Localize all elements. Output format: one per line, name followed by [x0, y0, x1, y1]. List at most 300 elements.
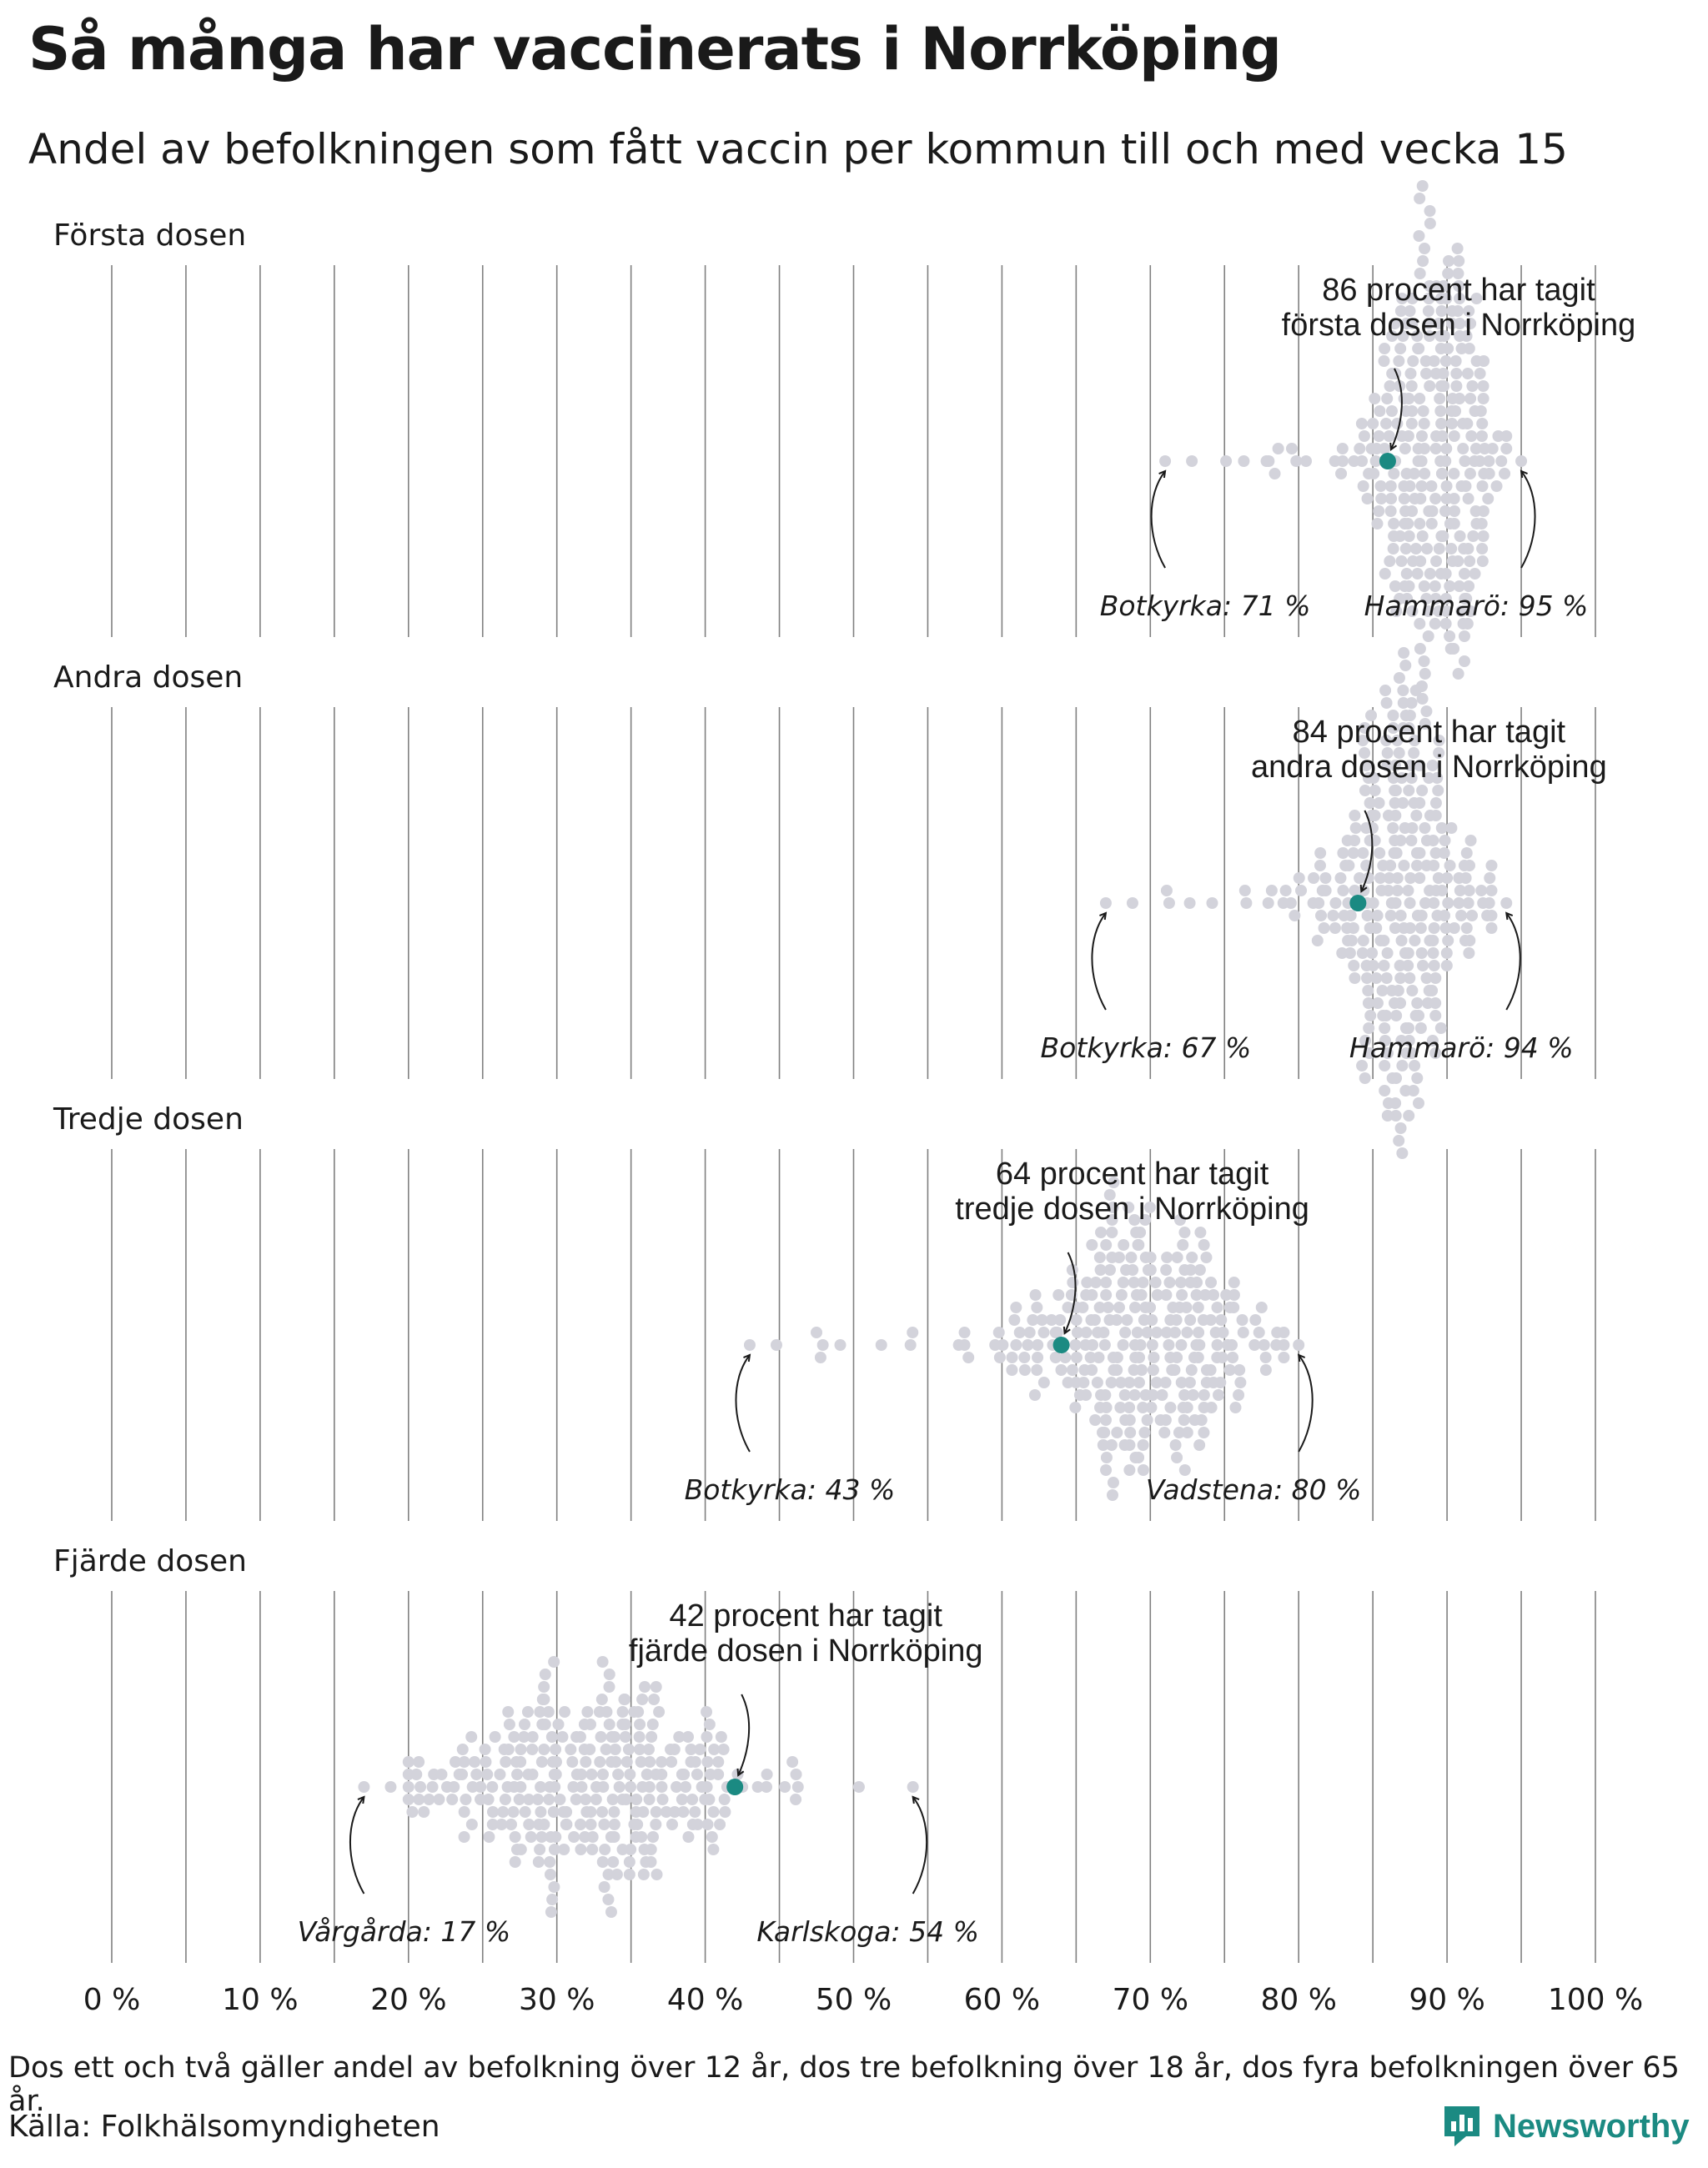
data-point — [691, 1769, 703, 1780]
data-point — [1094, 1252, 1106, 1263]
data-point — [1395, 1122, 1407, 1134]
data-point — [1419, 822, 1430, 834]
data-point — [497, 1806, 509, 1818]
data-point — [1349, 810, 1360, 821]
data-point — [1080, 1389, 1092, 1401]
data-point — [1220, 1289, 1232, 1301]
data-point — [1429, 960, 1440, 971]
data-point — [469, 1756, 480, 1768]
data-point — [527, 1769, 539, 1780]
data-point — [1327, 910, 1339, 921]
data-point — [1177, 1239, 1188, 1251]
data-point — [1406, 405, 1418, 417]
data-point — [1032, 1352, 1043, 1363]
data-point — [1161, 885, 1173, 896]
data-point — [1124, 1427, 1136, 1438]
data-point — [1339, 860, 1351, 871]
data-point — [619, 1694, 630, 1705]
data-point — [1008, 1314, 1020, 1326]
data-point — [1441, 480, 1453, 492]
x-tick-label: 60 % — [963, 1983, 1041, 2017]
data-point — [1163, 1277, 1175, 1288]
data-point — [1414, 393, 1425, 404]
data-point — [1358, 935, 1369, 946]
data-point — [643, 1744, 655, 1755]
data-point — [1410, 685, 1422, 696]
data-point — [907, 1327, 918, 1338]
data-point — [1308, 872, 1319, 884]
data-point — [1416, 947, 1428, 959]
data-point — [510, 1856, 521, 1868]
data-point — [1495, 455, 1507, 467]
data-point — [1374, 847, 1385, 859]
data-point — [686, 1794, 698, 1805]
data-point — [1078, 1364, 1090, 1376]
data-point — [581, 1706, 593, 1718]
data-point — [1377, 1010, 1389, 1021]
data-point — [1189, 1414, 1201, 1426]
data-point — [599, 1844, 610, 1855]
data-point — [1136, 1289, 1148, 1301]
data-point — [1463, 493, 1474, 504]
data-point — [1208, 1289, 1219, 1301]
data-point — [1022, 1339, 1033, 1351]
highlight-point — [1349, 895, 1366, 911]
data-point — [1168, 1364, 1180, 1376]
data-point — [1410, 810, 1422, 821]
data-point — [1100, 1289, 1112, 1301]
data-point — [579, 1831, 590, 1843]
data-point — [1453, 255, 1464, 267]
data-point — [1399, 443, 1411, 454]
data-point — [835, 1339, 846, 1351]
data-point — [1406, 697, 1418, 709]
data-point — [556, 1731, 568, 1743]
data-point — [457, 1744, 469, 1755]
data-point — [1148, 1352, 1159, 1363]
data-point — [597, 1856, 609, 1868]
data-point — [1227, 1352, 1238, 1363]
data-point — [1485, 885, 1497, 896]
data-point — [1411, 1072, 1423, 1084]
data-point — [628, 1819, 640, 1830]
data-point — [1442, 343, 1454, 354]
data-point — [761, 1781, 772, 1793]
data-point — [1119, 1327, 1131, 1338]
x-tick-label: 50 % — [815, 1983, 892, 2017]
data-point — [1175, 1339, 1187, 1351]
data-point — [1370, 922, 1382, 934]
data-point — [1266, 885, 1278, 896]
data-point — [1319, 872, 1331, 884]
data-point — [666, 1819, 678, 1830]
data-point — [1414, 797, 1425, 809]
data-point — [665, 1744, 676, 1755]
data-point — [533, 1819, 545, 1830]
data-point — [1359, 1072, 1371, 1084]
data-point — [1477, 555, 1489, 567]
data-point — [1123, 1464, 1135, 1476]
data-point — [1438, 368, 1449, 379]
data-point — [1464, 343, 1475, 354]
data-point — [718, 1744, 730, 1755]
data-point — [1372, 910, 1384, 921]
data-point — [550, 1769, 562, 1780]
data-point — [1429, 922, 1440, 934]
data-point — [1069, 1402, 1081, 1413]
data-point — [1050, 1352, 1062, 1363]
data-point — [1293, 1339, 1304, 1351]
data-point — [490, 1731, 501, 1743]
data-point — [1399, 660, 1411, 671]
data-point — [475, 1794, 486, 1805]
panel-label: Tredje dosen — [53, 1102, 244, 1137]
data-point — [1481, 910, 1493, 921]
data-point — [1382, 947, 1394, 959]
data-point — [1429, 355, 1440, 367]
data-point — [1484, 872, 1495, 884]
data-point — [1240, 897, 1252, 909]
data-point — [1145, 1402, 1157, 1413]
data-point — [641, 1769, 653, 1780]
data-point — [1459, 935, 1471, 946]
data-point — [1089, 1414, 1101, 1426]
data-point — [701, 1756, 713, 1768]
data-point — [487, 1806, 499, 1818]
data-point — [625, 1781, 636, 1793]
data-point — [481, 1769, 493, 1780]
data-point — [1080, 1339, 1092, 1351]
data-point — [499, 1744, 510, 1755]
data-point — [1470, 505, 1482, 517]
data-point — [1108, 1477, 1119, 1488]
data-point — [403, 1769, 414, 1780]
data-point — [543, 1794, 555, 1805]
data-point — [525, 1831, 537, 1843]
data-point — [1390, 897, 1402, 909]
data-point — [1220, 455, 1232, 467]
x-tick-label: 20 % — [370, 1983, 447, 2017]
data-point — [1193, 1439, 1205, 1451]
data-point — [1416, 480, 1428, 492]
data-point — [1368, 468, 1379, 479]
data-point — [1366, 947, 1378, 959]
data-point — [1419, 418, 1430, 429]
data-point — [1100, 1414, 1112, 1426]
data-point — [1113, 1302, 1125, 1313]
data-point — [1364, 1010, 1376, 1021]
data-point — [1118, 1239, 1129, 1251]
data-point — [719, 1806, 731, 1818]
data-point — [1238, 1327, 1249, 1338]
data-point — [548, 1656, 560, 1668]
max-arrow — [913, 1797, 927, 1894]
data-point — [1077, 1302, 1088, 1313]
max-label: Hammarö: 95 % — [1364, 590, 1589, 622]
data-point — [1424, 205, 1436, 217]
data-point — [1441, 947, 1453, 959]
annotation-text: 42 procent har tagit — [669, 1598, 942, 1634]
data-point — [634, 1731, 646, 1743]
data-point — [460, 1794, 471, 1805]
data-point — [1434, 455, 1446, 467]
data-point — [560, 1819, 572, 1830]
data-point — [549, 1781, 560, 1793]
panels — [53, 180, 1635, 1948]
data-point — [590, 1781, 602, 1793]
data-point — [1400, 543, 1412, 555]
data-point — [1354, 443, 1365, 454]
data-point — [620, 1719, 631, 1730]
data-point — [1384, 430, 1395, 442]
data-point — [1029, 1389, 1041, 1401]
data-point — [1027, 1314, 1038, 1326]
data-point — [1234, 1377, 1246, 1388]
data-point — [1260, 1364, 1272, 1376]
data-point — [1261, 455, 1273, 467]
data-point — [1095, 1264, 1107, 1276]
data-point — [1184, 897, 1196, 909]
data-point — [1249, 1314, 1261, 1326]
data-point — [1469, 568, 1481, 580]
data-point — [1107, 1489, 1118, 1501]
data-point — [1256, 1302, 1268, 1313]
data-point — [1445, 643, 1457, 655]
data-point — [657, 1794, 669, 1805]
data-point — [1155, 1414, 1167, 1426]
data-point — [1436, 468, 1448, 479]
data-point — [714, 1819, 726, 1830]
data-point — [1067, 1364, 1078, 1376]
data-point — [1182, 1427, 1193, 1438]
data-point — [1081, 1277, 1093, 1288]
data-point — [620, 1794, 632, 1805]
data-point — [520, 1806, 531, 1818]
data-point — [1430, 797, 1442, 809]
data-point — [1375, 493, 1387, 504]
data-point — [635, 1831, 647, 1843]
data-point — [1147, 1339, 1158, 1351]
data-point — [1476, 543, 1488, 555]
data-point — [650, 1819, 661, 1830]
data-point — [1164, 1402, 1176, 1413]
data-point — [1424, 380, 1435, 392]
panel — [53, 180, 1635, 730]
data-point — [617, 1706, 629, 1718]
data-point — [545, 1869, 556, 1880]
data-point — [535, 1781, 546, 1793]
data-point — [1390, 1010, 1402, 1021]
data-point — [1212, 1339, 1223, 1351]
data-point — [1133, 1352, 1145, 1363]
data-point — [546, 1894, 558, 1905]
data-point — [1375, 935, 1387, 946]
data-point — [1399, 947, 1411, 959]
data-point — [1432, 785, 1444, 796]
data-point — [1412, 568, 1424, 580]
data-point — [466, 1819, 478, 1830]
data-point — [536, 1756, 548, 1768]
data-point — [1314, 847, 1326, 859]
data-point — [647, 1719, 659, 1730]
data-point — [1137, 1277, 1148, 1288]
data-point — [779, 1781, 791, 1793]
data-point — [680, 1781, 691, 1793]
x-tick-label: 30 % — [518, 1983, 595, 2017]
data-point — [1469, 455, 1480, 467]
data-point — [1465, 430, 1477, 442]
data-point — [630, 1794, 642, 1805]
data-point — [1080, 1289, 1092, 1301]
data-point — [1198, 1427, 1209, 1438]
data-point — [1385, 910, 1397, 921]
data-point — [604, 1669, 615, 1680]
data-point — [701, 1819, 713, 1830]
data-point — [1205, 1314, 1217, 1326]
data-point — [1341, 922, 1353, 934]
data-point — [571, 1769, 583, 1780]
data-point — [1228, 1277, 1240, 1288]
data-point — [1312, 935, 1324, 946]
min-arrow — [1092, 913, 1106, 1010]
data-point — [989, 1339, 1001, 1351]
data-point — [510, 1756, 522, 1768]
data-point — [1413, 1010, 1424, 1021]
data-point — [656, 1781, 667, 1793]
data-point — [1386, 405, 1398, 417]
data-point — [495, 1819, 507, 1830]
data-point — [538, 1681, 550, 1693]
data-point — [1388, 518, 1399, 529]
data-point — [1038, 1377, 1050, 1388]
data-point — [1370, 972, 1382, 984]
data-point — [1384, 380, 1396, 392]
data-point — [1406, 505, 1418, 517]
data-point — [1006, 1364, 1017, 1376]
data-point — [1098, 1439, 1109, 1451]
data-point — [653, 1706, 665, 1718]
data-point — [418, 1806, 430, 1818]
data-point — [612, 1769, 624, 1780]
data-point — [403, 1794, 414, 1805]
data-point — [1362, 910, 1374, 921]
data-point — [1369, 393, 1380, 404]
data-point — [1120, 1264, 1132, 1276]
data-point — [590, 1794, 602, 1805]
data-point — [1103, 1314, 1115, 1326]
data-point — [1314, 860, 1326, 871]
data-point — [1448, 468, 1459, 479]
annotation-text: 86 procent har tagit — [1322, 273, 1595, 308]
data-point — [1398, 647, 1409, 659]
data-point — [678, 1769, 690, 1780]
data-point — [712, 1769, 724, 1780]
data-point — [1349, 885, 1360, 896]
data-point — [1449, 430, 1460, 442]
data-point — [632, 1706, 644, 1718]
max-arrow — [1299, 1355, 1313, 1452]
data-point — [1414, 518, 1425, 529]
data-point — [1092, 1377, 1103, 1388]
data-point — [1434, 405, 1446, 417]
data-point — [1406, 822, 1418, 834]
data-point — [1095, 1389, 1107, 1401]
data-point — [550, 1831, 561, 1843]
data-point — [1138, 1439, 1149, 1451]
data-point — [1465, 835, 1477, 846]
x-tick-label: 100 % — [1547, 1983, 1644, 2017]
source-note: Källa: Folkhälsomyndigheten — [8, 2110, 440, 2144]
data-point — [1181, 1302, 1193, 1313]
data-point — [1099, 1339, 1111, 1351]
data-point — [1406, 985, 1418, 996]
data-point — [1206, 897, 1218, 909]
data-point — [1474, 368, 1486, 379]
data-point — [623, 1744, 635, 1755]
data-point — [403, 1781, 414, 1793]
brand-logo[interactable] — [1441, 2103, 1690, 2150]
data-point — [1038, 1327, 1050, 1338]
max-label: Karlskoga: 54 % — [756, 1915, 979, 1948]
data-point — [598, 1819, 610, 1830]
data-point — [1129, 1339, 1141, 1351]
data-point — [636, 1694, 648, 1705]
data-point — [701, 1731, 712, 1743]
data-point — [1372, 997, 1384, 1009]
data-point — [1430, 810, 1442, 821]
data-point — [554, 1794, 565, 1805]
data-point — [712, 1756, 724, 1768]
data-point — [1367, 822, 1379, 834]
data-point — [1191, 1289, 1203, 1301]
data-point — [1215, 1314, 1227, 1326]
data-point — [1389, 835, 1400, 846]
data-point — [1485, 860, 1497, 871]
data-point — [1193, 1302, 1204, 1313]
data-point — [1461, 922, 1473, 934]
data-point — [1381, 972, 1393, 984]
data-point — [1411, 997, 1423, 1009]
data-point — [1441, 960, 1453, 971]
data-point — [535, 1831, 547, 1843]
data-point — [639, 1844, 651, 1855]
data-point — [1485, 922, 1497, 934]
data-point — [1414, 872, 1425, 884]
data-point — [1424, 568, 1436, 580]
data-point — [1198, 1239, 1210, 1251]
data-point — [1396, 1147, 1408, 1159]
data-point — [1484, 468, 1495, 479]
data-point — [406, 1806, 418, 1818]
data-point — [1185, 1277, 1197, 1288]
data-point — [1414, 193, 1425, 204]
data-point — [1389, 847, 1400, 859]
panel-label: Fjärde dosen — [53, 1544, 247, 1578]
data-point — [1417, 960, 1429, 971]
data-point — [1457, 443, 1469, 454]
data-point — [570, 1731, 582, 1743]
data-point — [570, 1794, 582, 1805]
data-point — [661, 1806, 672, 1818]
data-point — [1147, 1389, 1158, 1401]
data-point — [1151, 1377, 1163, 1388]
data-point — [644, 1756, 656, 1768]
data-point — [1342, 935, 1354, 946]
data-point — [1384, 555, 1395, 567]
data-point — [1419, 468, 1430, 479]
min-label: Botkyrka: 71 % — [1099, 590, 1311, 622]
data-point — [1078, 1377, 1089, 1388]
